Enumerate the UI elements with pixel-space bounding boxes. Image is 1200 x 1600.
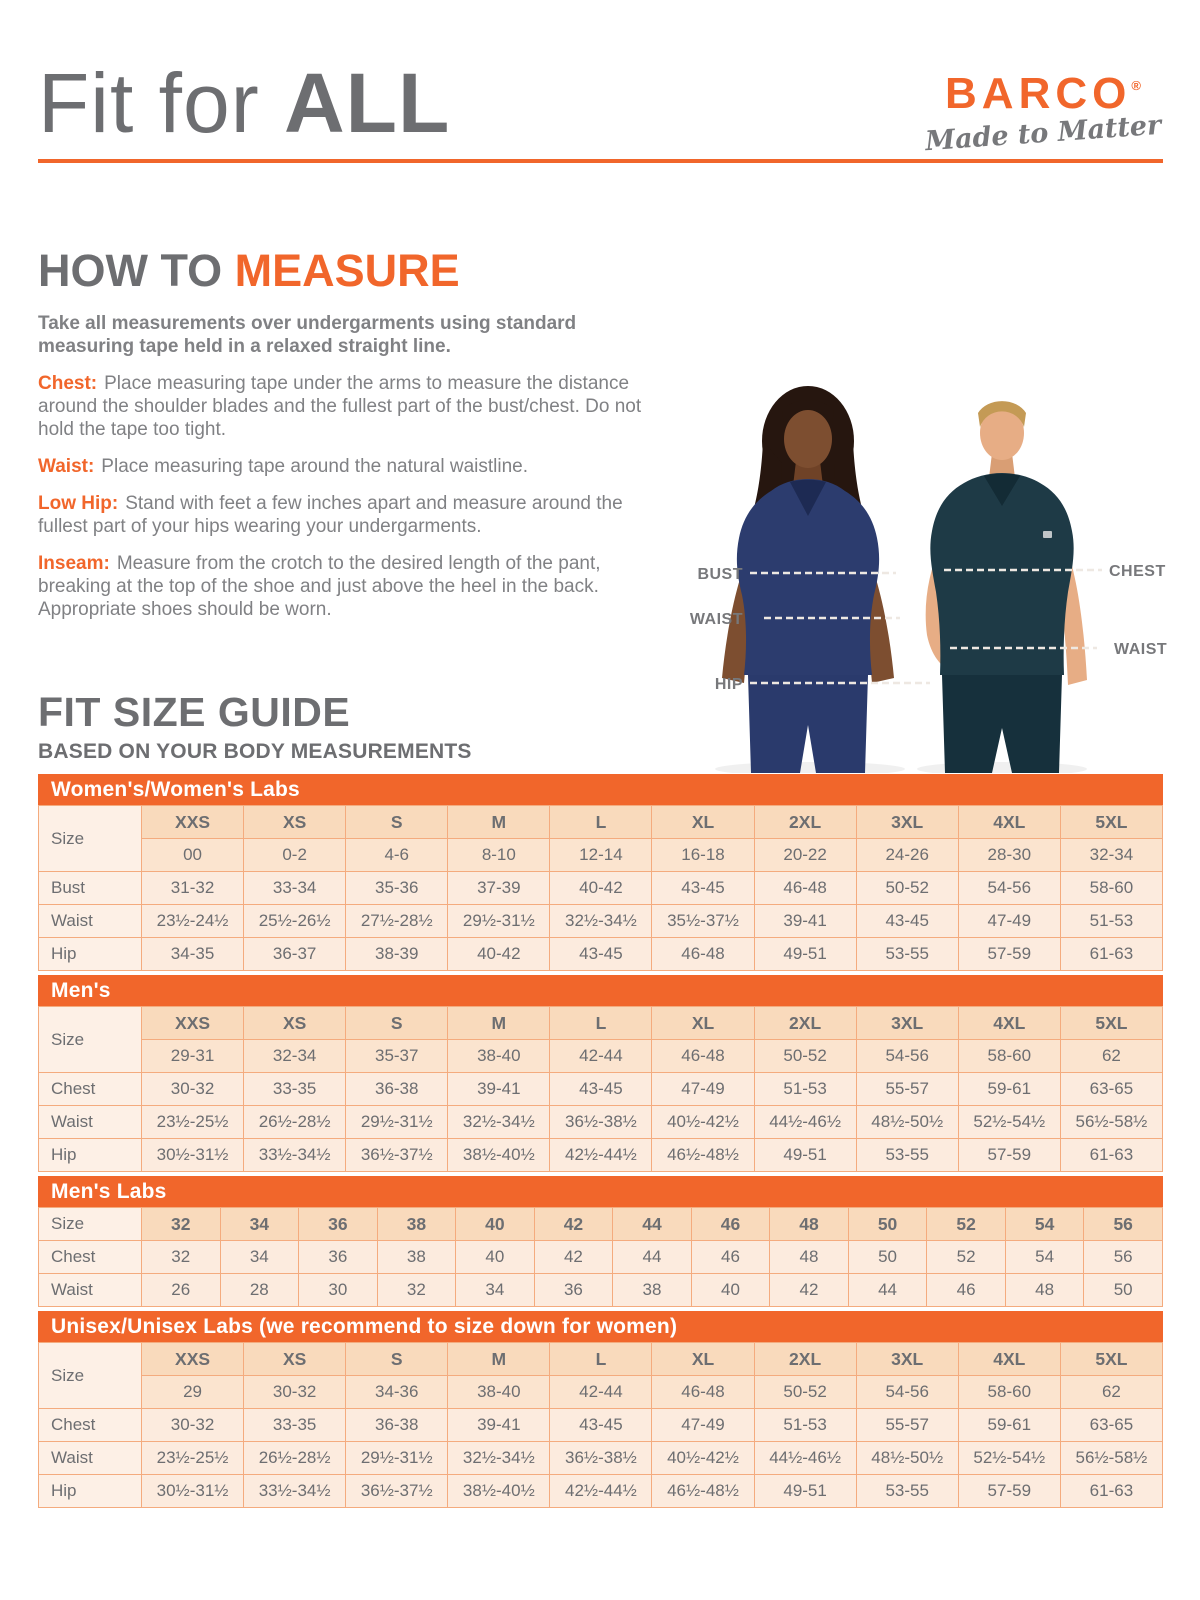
measurement-cell: 52½-54½ [958, 1442, 1060, 1475]
measurement-cell: 44½-46½ [754, 1442, 856, 1475]
measurement-cell: 23½-25½ [142, 1442, 244, 1475]
measure-text-lowhip: Stand with feet a few inches apart and measure around the fullest part of your hips wearing your undergarments. [38, 493, 623, 537]
row-label: Chest [39, 1073, 142, 1106]
row-label: Waist [39, 1442, 142, 1475]
size-header-cell: 40 [456, 1208, 535, 1241]
measurement-cell: 44½-46½ [754, 1106, 856, 1139]
measurement-cell: 32½-34½ [550, 905, 652, 938]
measurement-cell: 29½-31½ [346, 1442, 448, 1475]
row-label: Hip [39, 1139, 142, 1172]
fit-size-guide-section [38, 690, 1163, 1512]
measure-text-chest: Place measuring tape under the arms to measure the distance around the shoulder blades and the fullest part of the bust/chest. Do not hold the tape too tight. [38, 373, 642, 440]
size-header-cell: L [550, 1007, 652, 1040]
size-header-cell: XS [244, 1007, 346, 1040]
size-number-cell: 42-44 [550, 1040, 652, 1073]
size-table [38, 1311, 1163, 1508]
size-number-cell: 58-60 [958, 1040, 1060, 1073]
measurement-cell: 39-41 [754, 905, 856, 938]
measurement-cell: 53-55 [856, 1139, 958, 1172]
measurement-cell: 36-37 [244, 938, 346, 971]
size-header-cell: 54 [1005, 1208, 1084, 1241]
measurement-cell: 43-45 [856, 905, 958, 938]
size-header-cell: 52 [927, 1208, 1006, 1241]
measurement-cell: 28 [220, 1274, 299, 1307]
measurement-cell: 35-36 [346, 872, 448, 905]
table-row [39, 1274, 1163, 1307]
how-to-measure-section [38, 245, 653, 635]
measurement-cell: 56½-58½ [1060, 1106, 1162, 1139]
size-header-cell: 50 [848, 1208, 927, 1241]
measurement-cell: 39-41 [448, 1073, 550, 1106]
size-header-cell: S [346, 1007, 448, 1040]
size-number-cell: 35-37 [346, 1040, 448, 1073]
measurement-cell: 30-32 [142, 1073, 244, 1106]
size-header-cell: 56 [1084, 1208, 1163, 1241]
measurement-cell: 46½-48½ [652, 1475, 754, 1508]
size-number-cell: 8-10 [448, 839, 550, 872]
measurement-cell: 39-41 [448, 1409, 550, 1442]
size-header-cell: 34 [220, 1208, 299, 1241]
measurement-cell: 43-45 [550, 1409, 652, 1442]
measurement-cell: 38½-40½ [448, 1139, 550, 1172]
measurement-cell: 34 [456, 1274, 535, 1307]
measurement-cell: 44 [613, 1241, 692, 1274]
measurement-cell: 55-57 [856, 1409, 958, 1442]
table-banner: Men's [38, 975, 1163, 1006]
measurement-cell: 42½-44½ [550, 1139, 652, 1172]
measure-item-inseam [38, 552, 653, 621]
measurement-cell: 40½-42½ [652, 1442, 754, 1475]
size-number-cell: 58-60 [958, 1376, 1060, 1409]
measurement-cell: 50-52 [856, 872, 958, 905]
measure-label-inseam: Inseam: [38, 553, 110, 574]
measurement-cell: 37-39 [448, 872, 550, 905]
row-label: Waist [39, 1106, 142, 1139]
size-header-cell: S [346, 1343, 448, 1376]
table-banner: Men's Labs [38, 1176, 1163, 1207]
size-table [38, 975, 1163, 1172]
measure-text-waist: Place measuring tape around the natural waistline. [101, 456, 528, 477]
measurement-cell: 57-59 [958, 938, 1060, 971]
size-header-cell: XXS [142, 1007, 244, 1040]
measurement-cell: 31-32 [142, 872, 244, 905]
measurement-cell: 52 [927, 1241, 1006, 1274]
measurement-cell: 29½-31½ [346, 1106, 448, 1139]
size-number-cell: 29 [142, 1376, 244, 1409]
measurement-cell: 53-55 [856, 938, 958, 971]
measurement-cell: 30-32 [142, 1409, 244, 1442]
measurement-cell: 46 [691, 1241, 770, 1274]
measure-item-lowhip [38, 492, 653, 538]
measurement-cell: 57-59 [958, 1139, 1060, 1172]
measurement-cell: 43-45 [652, 872, 754, 905]
measurement-cell: 42½-44½ [550, 1475, 652, 1508]
size-header-cell: 48 [770, 1208, 849, 1241]
table-row [39, 905, 1163, 938]
measurement-cell: 36 [299, 1241, 378, 1274]
measurement-cell: 50 [848, 1241, 927, 1274]
measure-label-chest: Chest: [38, 373, 98, 394]
size-row-label: Size [39, 1007, 142, 1073]
measurement-cell: 26½-28½ [244, 1442, 346, 1475]
measurement-cell: 49-51 [754, 1139, 856, 1172]
measurement-cell: 46 [927, 1274, 1006, 1307]
size-header-cell: 38 [377, 1208, 456, 1241]
size-number-cell: 4-6 [346, 839, 448, 872]
brand-wordmark: BARCO [945, 69, 1132, 118]
size-chart [38, 1207, 1163, 1307]
waist-right-label: WAIST [1114, 641, 1168, 658]
measurement-cell: 32 [142, 1241, 221, 1274]
measurement-cell: 42 [770, 1274, 849, 1307]
table-banner: Unisex/Unisex Labs (we recommend to size down for women) [38, 1311, 1163, 1342]
table-row [39, 1475, 1163, 1508]
measurement-cell: 46-48 [652, 938, 754, 971]
measurement-cell: 58-60 [1060, 872, 1162, 905]
size-header-cell: XXS [142, 806, 244, 839]
row-label: Hip [39, 1475, 142, 1508]
measurement-cell: 44 [848, 1274, 927, 1307]
size-number-cell: 42-44 [550, 1376, 652, 1409]
measurement-cell: 32 [377, 1274, 456, 1307]
size-row-label: Size [39, 806, 142, 872]
measurement-cell: 46½-48½ [652, 1139, 754, 1172]
measurement-cell: 47-49 [652, 1073, 754, 1106]
measurement-cell: 49-51 [754, 938, 856, 971]
measurement-cell: 33-34 [244, 872, 346, 905]
measurement-cell: 48½-50½ [856, 1106, 958, 1139]
size-header-cell: XS [244, 806, 346, 839]
measurement-cell: 43-45 [550, 1073, 652, 1106]
header-divider [38, 159, 1163, 163]
measurement-cell: 36½-38½ [550, 1442, 652, 1475]
measurement-cell: 54 [1005, 1241, 1084, 1274]
table-row [39, 1442, 1163, 1475]
size-header-cell: M [448, 806, 550, 839]
measurement-cell: 36-38 [346, 1073, 448, 1106]
measurement-cell: 50 [1084, 1274, 1163, 1307]
measurement-cell: 29½-31½ [448, 905, 550, 938]
measurement-cell: 38½-40½ [448, 1475, 550, 1508]
size-number-cell: 32-34 [1060, 839, 1162, 872]
size-header-cell: S [346, 806, 448, 839]
size-number-cell: 32-34 [244, 1040, 346, 1073]
measurement-cell: 48 [770, 1241, 849, 1274]
chest-label: CHEST [1109, 563, 1166, 580]
measurement-cell: 52½-54½ [958, 1106, 1060, 1139]
size-table [38, 1176, 1163, 1307]
row-label: Waist [39, 1274, 142, 1307]
measurement-cell: 36-38 [346, 1409, 448, 1442]
measurement-cell: 30 [299, 1274, 378, 1307]
size-chart [38, 1006, 1163, 1172]
measurement-cell: 43-45 [550, 938, 652, 971]
size-number-cell: 46-48 [652, 1376, 754, 1409]
size-header-cell: 2XL [754, 1343, 856, 1376]
size-row-label: Size [39, 1208, 142, 1241]
size-number-cell: 38-40 [448, 1376, 550, 1409]
measurement-cell: 61-63 [1060, 1139, 1162, 1172]
size-header-cell: 2XL [754, 806, 856, 839]
measurement-cell: 33-35 [244, 1073, 346, 1106]
size-header-cell: 4XL [958, 1007, 1060, 1040]
row-label: Chest [39, 1409, 142, 1442]
measurement-cell: 51-53 [754, 1073, 856, 1106]
registered-trademark-icon: ® [1131, 78, 1141, 93]
size-number-cell: 62 [1060, 1376, 1162, 1409]
size-number-cell: 34-36 [346, 1376, 448, 1409]
size-tables [38, 774, 1163, 1508]
size-header-cell: 44 [613, 1208, 692, 1241]
size-number-cell: 38-40 [448, 1040, 550, 1073]
size-header-cell: XL [652, 1343, 754, 1376]
heading-orange-part: MEASURE [234, 245, 460, 296]
size-number-cell: 54-56 [856, 1040, 958, 1073]
measurement-cell: 40-42 [550, 872, 652, 905]
measure-text-inseam: Measure from the crotch to the desired length of the pant, breaking at the top of the shoe and just above the heel in the back. Appropriate shoes should be worn. [38, 553, 601, 620]
size-chart [38, 1342, 1163, 1508]
size-number-cell: 29-31 [142, 1040, 244, 1073]
size-header-cell: XXS [142, 1343, 244, 1376]
measurement-cell: 59-61 [958, 1073, 1060, 1106]
measurement-cell: 40½-42½ [652, 1106, 754, 1139]
measure-item-waist [38, 455, 653, 478]
measure-intro: Take all measurements over undergarments using standard measuring tape held in a relaxed straight line. [38, 313, 577, 357]
measurement-cell: 33-35 [244, 1409, 346, 1442]
page-title-regular: Fit for [38, 56, 285, 150]
size-header-cell: L [550, 1343, 652, 1376]
size-header-cell: M [448, 1007, 550, 1040]
measurement-cell: 36½-37½ [346, 1139, 448, 1172]
size-header-cell: 32 [142, 1208, 221, 1241]
measurement-cell: 26 [142, 1274, 221, 1307]
measurement-cell: 47-49 [958, 905, 1060, 938]
measurement-cell: 61-63 [1060, 1475, 1162, 1508]
measurement-cell: 38 [377, 1241, 456, 1274]
size-chart [38, 805, 1163, 971]
measurement-cell: 38-39 [346, 938, 448, 971]
size-number-cell: 54-56 [856, 1376, 958, 1409]
measurement-cell: 34-35 [142, 938, 244, 971]
measurement-cell: 40-42 [448, 938, 550, 971]
row-label: Bust [39, 872, 142, 905]
measurement-cell: 35½-37½ [652, 905, 754, 938]
size-number-cell: 50-52 [754, 1376, 856, 1409]
measurement-cell: 56 [1084, 1241, 1163, 1274]
table-row [39, 1106, 1163, 1139]
size-header-cell: 42 [534, 1208, 613, 1241]
page-title-bold: ALL [284, 56, 451, 150]
measurement-cell: 27½-28½ [346, 905, 448, 938]
size-number-cell: 12-14 [550, 839, 652, 872]
size-header-cell: 4XL [958, 806, 1060, 839]
size-header-cell: 5XL [1060, 1007, 1162, 1040]
size-number-cell: 30-32 [244, 1376, 346, 1409]
size-number-cell: 24-26 [856, 839, 958, 872]
size-number-cell: 46-48 [652, 1040, 754, 1073]
measurement-cell: 32½-34½ [448, 1106, 550, 1139]
measurement-cell: 56½-58½ [1060, 1442, 1162, 1475]
measurement-cell: 61-63 [1060, 938, 1162, 971]
size-guide-subtitle: BASED ON YOUR BODY MEASUREMENTS [38, 740, 472, 763]
measurement-cell: 55-57 [856, 1073, 958, 1106]
size-header-cell: 3XL [856, 1007, 958, 1040]
measurement-cell: 42 [534, 1241, 613, 1274]
measurement-cell: 48½-50½ [856, 1442, 958, 1475]
bust-label: BUST [697, 566, 743, 583]
brand-tagline: Made to Matter [923, 109, 1163, 158]
measurement-cell: 38 [613, 1274, 692, 1307]
table-banner: Women's/Women's Labs [38, 774, 1163, 805]
measurement-cell: 49-51 [754, 1475, 856, 1508]
masthead [38, 56, 1163, 158]
measurement-cell: 54-56 [958, 872, 1060, 905]
measurement-cell: 32½-34½ [448, 1442, 550, 1475]
measurement-cell: 40 [456, 1241, 535, 1274]
measure-label-lowhip: Low Hip: [38, 493, 119, 514]
table-row [39, 872, 1163, 905]
table-row [39, 1073, 1163, 1106]
size-header-cell: 3XL [856, 1343, 958, 1376]
brand-name [923, 66, 1163, 118]
measurement-cell: 34 [220, 1241, 299, 1274]
measurement-cell: 26½-28½ [244, 1106, 346, 1139]
measurement-cell: 36 [534, 1274, 613, 1307]
size-number-cell: 20-22 [754, 839, 856, 872]
row-label: Hip [39, 938, 142, 971]
brand-logo [923, 66, 1163, 158]
size-header-cell: 46 [691, 1208, 770, 1241]
size-row-label: Size [39, 1343, 142, 1409]
measurement-cell: 59-61 [958, 1409, 1060, 1442]
size-header-cell: 3XL [856, 806, 958, 839]
how-to-measure-heading [38, 245, 653, 296]
measurement-cell: 30½-31½ [142, 1475, 244, 1508]
table-row [39, 1139, 1163, 1172]
size-header-cell: 4XL [958, 1343, 1060, 1376]
size-header-cell: XL [652, 1007, 754, 1040]
size-header-cell: XL [652, 806, 754, 839]
size-header-cell: M [448, 1343, 550, 1376]
size-number-cell: 0-2 [244, 839, 346, 872]
measurement-cell: 23½-24½ [142, 905, 244, 938]
table-row [39, 938, 1163, 971]
row-label: Chest [39, 1241, 142, 1274]
measurement-cell: 48 [1005, 1274, 1084, 1307]
size-header-cell: XS [244, 1343, 346, 1376]
waist-left-label: WAIST [689, 611, 743, 628]
size-header-cell: 5XL [1060, 1343, 1162, 1376]
size-header-cell: 36 [299, 1208, 378, 1241]
table-row [39, 1241, 1163, 1274]
measurement-cell: 51-53 [1060, 905, 1162, 938]
table-row [39, 1409, 1163, 1442]
measurement-cell: 51-53 [754, 1409, 856, 1442]
size-number-cell: 62 [1060, 1040, 1162, 1073]
heading-gray-part: HOW TO [38, 245, 235, 296]
measurement-cell: 33½-34½ [244, 1475, 346, 1508]
measurement-cell: 53-55 [856, 1475, 958, 1508]
measurement-cell: 25½-26½ [244, 905, 346, 938]
measurement-cell: 30½-31½ [142, 1139, 244, 1172]
measure-item-chest [38, 372, 653, 441]
measurement-cell: 33½-34½ [244, 1139, 346, 1172]
measure-label-waist: Waist: [38, 456, 95, 477]
measurement-cell: 36½-37½ [346, 1475, 448, 1508]
size-number-cell: 50-52 [754, 1040, 856, 1073]
size-header-cell: 2XL [754, 1007, 856, 1040]
measurement-cell: 46-48 [754, 872, 856, 905]
size-guide-title: FIT SIZE GUIDE [38, 689, 351, 735]
size-table [38, 774, 1163, 971]
measurement-cell: 63-65 [1060, 1073, 1162, 1106]
size-header-cell: L [550, 806, 652, 839]
measurement-cell: 57-59 [958, 1475, 1060, 1508]
measurement-cell: 63-65 [1060, 1409, 1162, 1442]
row-label: Waist [39, 905, 142, 938]
page-title [38, 58, 450, 148]
size-number-cell: 00 [142, 839, 244, 872]
measurement-cell: 36½-38½ [550, 1106, 652, 1139]
measurement-cell: 40 [691, 1274, 770, 1307]
measurement-cell: 23½-25½ [142, 1106, 244, 1139]
hip-label: HIP [714, 676, 743, 693]
size-header-cell: 5XL [1060, 806, 1162, 839]
size-number-cell: 16-18 [652, 839, 754, 872]
size-number-cell: 28-30 [958, 839, 1060, 872]
measurement-cell: 47-49 [652, 1409, 754, 1442]
